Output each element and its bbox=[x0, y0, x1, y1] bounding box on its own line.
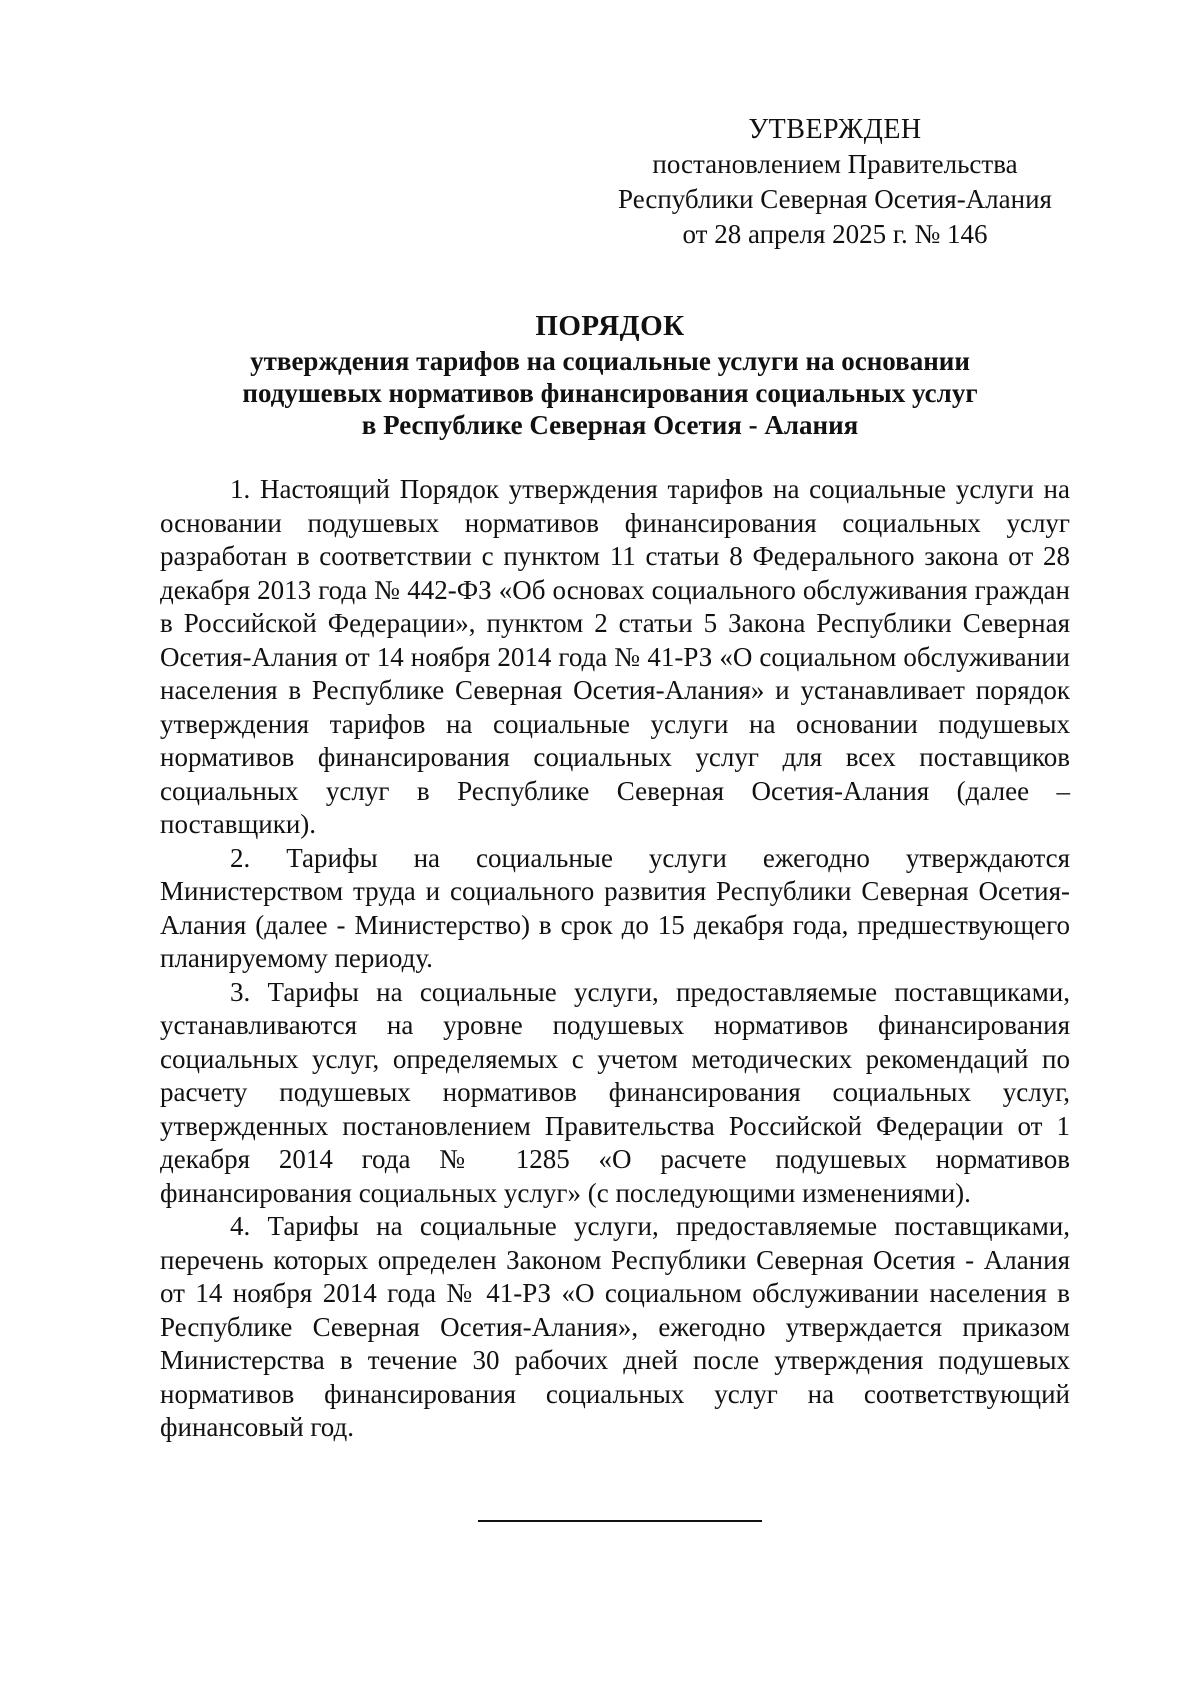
paragraph-1: 1. Настоящий Порядок утверждения тарифов на социальные услуги на основании подушевых нормативов финансирования социальных услуг разработан в соответствии с пунктом 11 статьи 8 Федерального закона от 28 декабря 2013 года № 442-ФЗ «Об основах социального обслуживания граждан в Российской Федерации», пунктом 2 статьи 5 Закона Республики Северная Осетия-Алания от 14 ноября 2014 года № 41-РЗ «О социальном обслуживании населения в Республике Северная Осетия-Алания» и устанавливает порядок утверждения тарифов на социальные услуги на основании подушевых нормативов финансирования социальных услуг для всех поставщиков социальных услуг в Республике Северная Осетия-Алания (далее – поставщики). bbox=[160, 474, 1070, 839]
approval-line-date: от 28 апреля 2025 г. № 146 bbox=[682, 219, 988, 249]
paragraph-4: 4. Тарифы на социальные услуги, предоставляемые поставщиками, перечень которых определен Законом Республики Северная Осетия - Алания от 14 ноября 2014 года № 41-РЗ «О социальном обслуживании населения в Республике Северная Осетия-Алания», ежегодно утверждается приказом Министерства в течение 30 рабочих дней после утверждения подушевых нормативов финансирования социальных услуг на соответствующий финансовый год. bbox=[160, 1211, 1070, 1442]
approval-stamp bbox=[600, 112, 1070, 252]
paragraph-2: 2. Тарифы на социальные услуги ежегодно утверждаются Министерством труда и социального развития Республики Северная Осетия-Алания (далее - Министерство) в срок до 15 декабря года, предшествующего планируемому периоду. bbox=[160, 842, 1070, 973]
document-subtitle-line-1: утверждения тарифов на социальные услуги на основании bbox=[250, 346, 970, 376]
document-body bbox=[160, 473, 1070, 1445]
approval-heading: УТВЕРЖДЕН bbox=[748, 114, 922, 145]
paragraph-3: 3. Тарифы на социальные услуги, предоставляемые поставщиками, устанавливаются на уровне подушевых нормативов финансирования социальных услуг, определяемых с учетом методических рекомендаций по расчету подушевых нормативов финансирования социальных услуг, утвержденных постановлением Правительства Российской Федерации от 1 декабря 2014 года № 1285 «О расчете подушевых нормативов финансирования социальных услуг» (с последующими изменениями). bbox=[160, 976, 1070, 1208]
document-subtitle-line-2: подушевых нормативов финансирования социальных услуг bbox=[242, 378, 978, 408]
closing-divider-line bbox=[478, 1520, 762, 1522]
document-title: ПОРЯДОК bbox=[535, 310, 685, 342]
document-subtitle-line-3: в Республике Северная Осетия - Алания bbox=[361, 410, 859, 440]
approval-line-republic: Республики Северная Осетия-Алания bbox=[618, 184, 1052, 214]
document-title-block bbox=[150, 307, 1070, 441]
approval-line-resolution: постановлением Правительства bbox=[652, 149, 1018, 179]
